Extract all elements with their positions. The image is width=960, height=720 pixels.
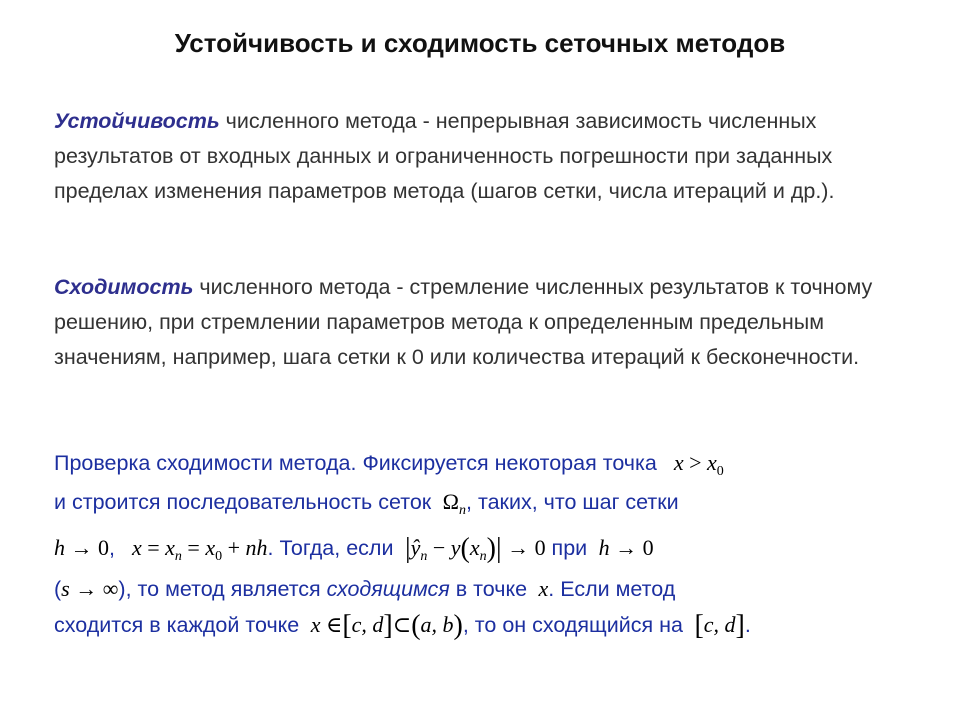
- formula-x-gt-x0: $x > x_0$: [662, 450, 724, 479]
- check-line2b-text: , таких, что шаг сетки: [466, 490, 679, 514]
- check-line3c-text: при: [551, 536, 588, 560]
- formula-interval-inclusion: x ∈[c, d]⊂(a, b): [305, 610, 463, 641]
- stability-text: численного метода - непрерывная зависимость численных результатов от входных данных и ограниченность погрешности при заданных пределах изменения параметров метода (шагов сетки, числа итераций и др.).: [54, 109, 835, 203]
- check-line1-text: Проверка сходимости метода. Фиксируется некоторая точка: [54, 451, 657, 475]
- convergent-term: сходящимся: [326, 577, 450, 601]
- stability-term: Устойчивость: [54, 109, 220, 133]
- check-line-2: [54, 484, 679, 520]
- formula-omega-n: $\Omega_n$: [442, 489, 467, 518]
- convergence-term: Сходимость: [54, 275, 194, 299]
- check-line-4: [54, 571, 675, 607]
- stability-paragraph: [54, 104, 874, 209]
- formula-h-to-0: h → 0: [54, 535, 109, 560]
- page-title: Устойчивость и сходимость сеточных методов: [174, 28, 786, 58]
- formula-h-to-0-condition: h → 0: [593, 535, 654, 560]
- check-line-1: [54, 445, 724, 481]
- check-line4c-text: в точке: [449, 577, 528, 601]
- convergence-paragraph: [54, 270, 874, 375]
- formula-grid-nodes: $x = x_n = x_0$ + nh: [120, 535, 268, 564]
- check-line-5: [54, 607, 751, 643]
- check-line-3: [54, 530, 654, 566]
- check-line4a-text: (: [54, 577, 62, 601]
- formula-error-norm: $|ŷ_n - y(x_n)| \to 0$: [404, 533, 546, 564]
- check-line3b-text: . Тогда, если: [267, 536, 394, 560]
- check-line5c-text: .: [744, 613, 751, 637]
- check-line5a-text: сходится в каждой точке: [54, 613, 300, 637]
- formula-x-point: x: [533, 576, 549, 601]
- check-line3a-text: ,: [109, 536, 115, 560]
- formula-s-to-infinity: s → ∞: [61, 576, 119, 601]
- convergence-text: численного метода - стремление численных результатов к точному решению, при стремлении параметров метода к определенным предельным значениям, например, шага сетки к 0 или количества итераций к бесконечности.: [54, 275, 873, 369]
- check-line2a-text: и строится последовательность сеток: [54, 490, 432, 514]
- formula-interval-cd: [c, d]: [694, 610, 745, 641]
- check-line5b-text: , то он сходящийся на: [462, 613, 683, 637]
- check-line4d-text: . Если метод: [548, 577, 676, 601]
- check-line4b-text: ), то метод является: [118, 577, 327, 601]
